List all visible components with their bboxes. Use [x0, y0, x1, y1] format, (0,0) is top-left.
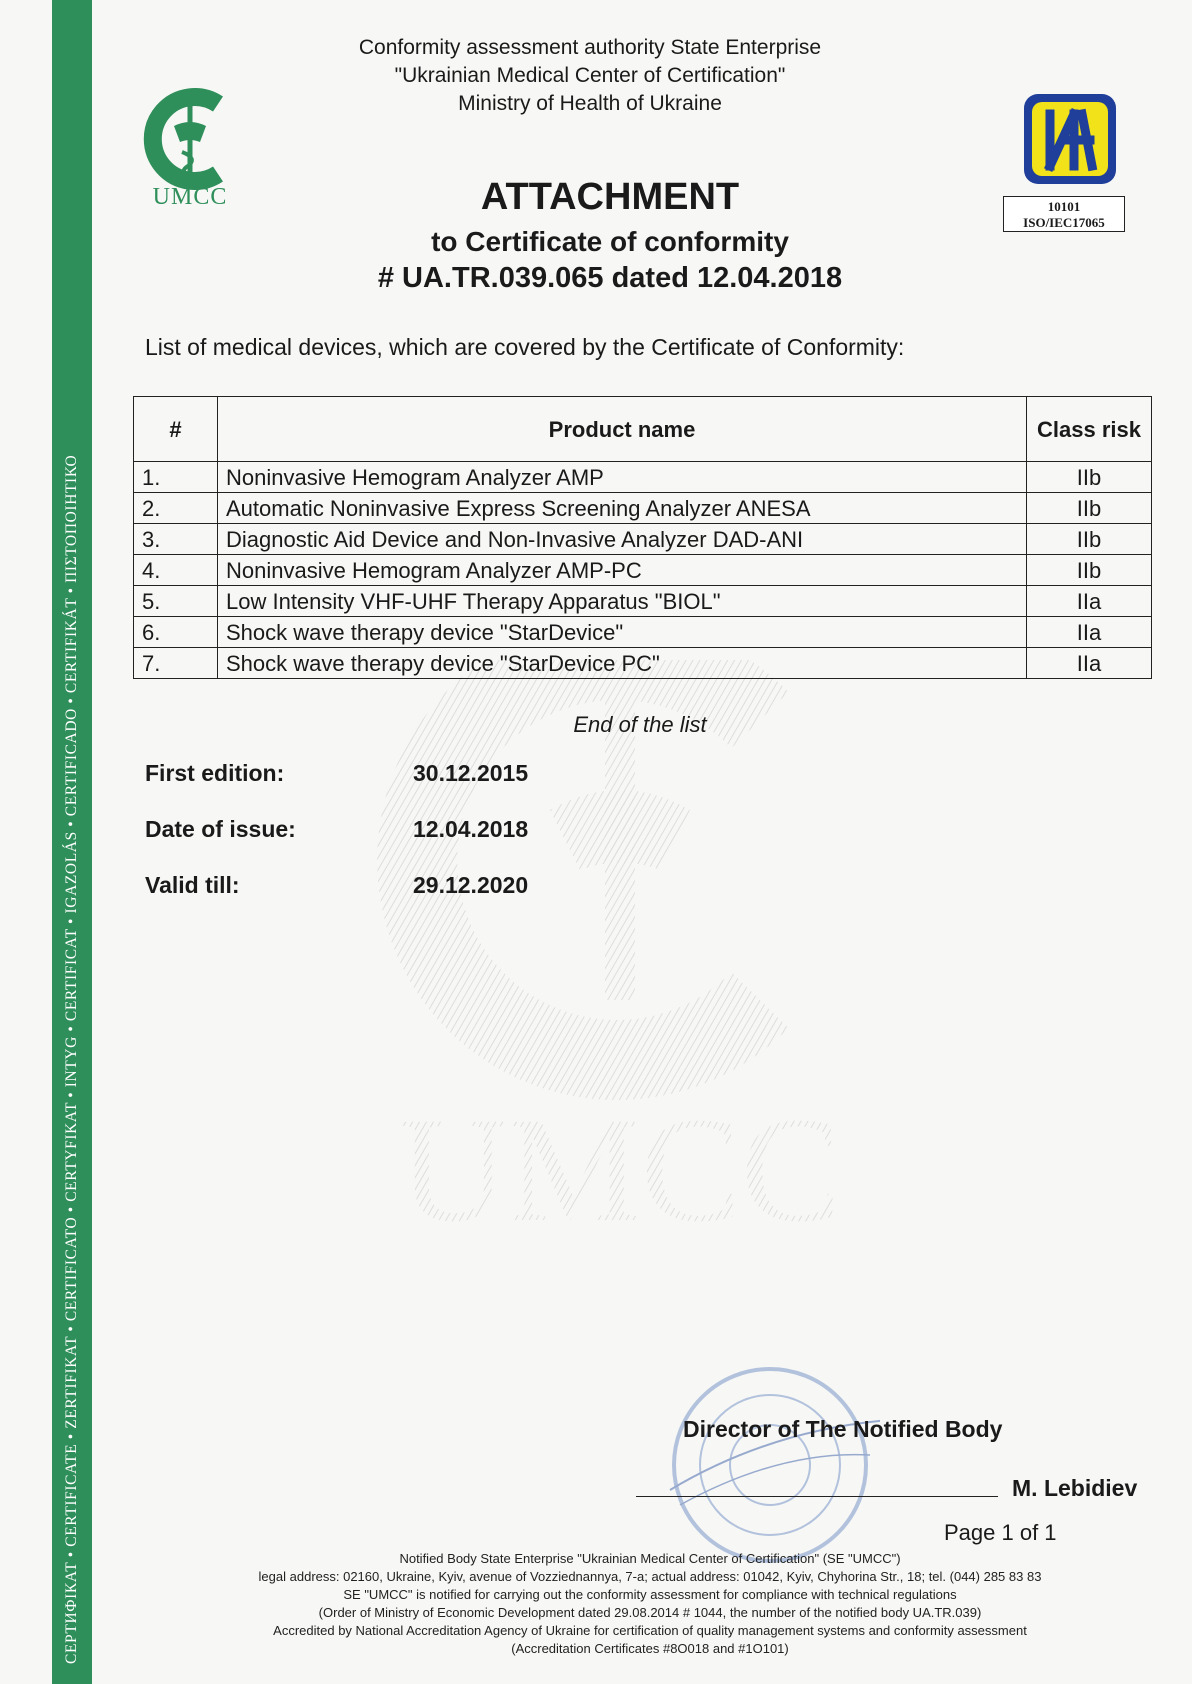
valid-till-value: 29.12.2020 [413, 872, 529, 898]
authority-line: "Ukrainian Medical Center of Certification" [394, 64, 786, 87]
footer-line: (Order of Ministry of Economic Development dated 29.08.2014 # 1044, the number of the notified body UA.TR.039) [318, 1605, 982, 1620]
valid-till-label: Valid till: [145, 872, 240, 898]
date-of-issue-value: 12.04.2018 [413, 816, 529, 842]
footer-line: SE "UMCC" is notified for carrying out the conformity assessment for compliance with technical regulations [343, 1587, 957, 1602]
header-product-name: Product name [218, 397, 1027, 462]
row-product-name: Shock wave therapy device "StarDevice PC" [218, 648, 1027, 679]
footer-line: (Accreditation Certificates #8O018 and #1O101) [511, 1641, 789, 1656]
page-number: Page 1 of 1 [944, 1520, 1057, 1545]
row-class-risk: IIa [1027, 648, 1152, 679]
footer-line: Accredited by National Accreditation Agency of Ukraine for certification of quality management systems and conformity assessment [273, 1623, 1027, 1638]
official-stamp-icon [660, 1360, 880, 1570]
row-number: 1. [134, 462, 218, 493]
side-band-text: СЕРТИФІКАТ • CERTIFICATE • ZERTIFIKAT • CERTIFICATO • CERTYFIKAT • INTYG • CERTIFICAT • IGAZOLÁS • CERTIFICADO • CERTIFIKÁT • ΠΙΣΤΟΠΟΙΗΤΙΚΟ [63, 454, 80, 1664]
date-of-issue-label: Date of issue: [145, 816, 296, 842]
row-product-name: Noninvasive Hemogram Analyzer AMP [218, 462, 1027, 493]
header-number: # [134, 397, 218, 462]
footer-line: legal address: 02160, Ukraine, Kyiv, avenue of Vozziednannya, 7-a; actual address: 01042, Kyiv, Chyhorina Str., 18; tel. (044) 285 83 83 [258, 1569, 1042, 1584]
table-row [134, 493, 1152, 524]
row-product-name: Automatic Noninvasive Express Screening Analyzer ANESA [218, 493, 1027, 524]
iso-line: 10101 [1047, 199, 1081, 214]
list-intro: List of medical devices, which are covered by the Certificate of Conformity: [145, 334, 905, 360]
row-class-risk: IIa [1027, 617, 1152, 648]
umcc-watermark-icon [360, 660, 880, 1280]
footer [150, 1550, 1150, 1658]
end-of-list: End of the list [573, 712, 707, 737]
row-product-name: Noninvasive Hemogram Analyzer AMP-PC [218, 555, 1027, 586]
table-row [134, 586, 1152, 617]
devices-table [133, 396, 1152, 679]
iso-accreditation-box [1003, 196, 1125, 232]
row-class-risk: IIb [1027, 462, 1152, 493]
signature-line [636, 1496, 998, 1497]
umcc-logo-text: UMCC [152, 184, 228, 210]
row-class-risk: IIb [1027, 524, 1152, 555]
table-row [134, 555, 1152, 586]
page-subtitle: to Certificate of conformity [431, 226, 789, 257]
first-edition-label: First edition: [145, 760, 285, 786]
signer-name: M. Lebidiev [1012, 1475, 1138, 1501]
authority-line: Ministry of Health of Ukraine [458, 92, 722, 115]
row-class-risk: IIb [1027, 555, 1152, 586]
row-product-name: Shock wave therapy device "StarDevice" [218, 617, 1027, 648]
row-number: 7. [134, 648, 218, 679]
row-product-name: Diagnostic Aid Device and Non-Invasive Analyzer DAD-ANI [218, 524, 1027, 555]
certificate-number: # UA.TR.039.065 dated 12.04.2018 [377, 262, 843, 294]
table-row [134, 648, 1152, 679]
authority-block [300, 34, 880, 118]
first-edition-value: 30.12.2015 [413, 760, 529, 786]
row-number: 2. [134, 493, 218, 524]
table-row [134, 462, 1152, 493]
ua-accreditation-logo-icon [1022, 92, 1118, 186]
row-number: 6. [134, 617, 218, 648]
side-band [52, 0, 92, 1684]
row-class-risk: IIa [1027, 586, 1152, 617]
footer-line: Notified Body State Enterprise "Ukrainian Medical Center of Certification" (SE "UMCC") [399, 1551, 901, 1566]
authority-line: Conformity assessment authority State Enterprise [358, 36, 822, 59]
row-number: 3. [134, 524, 218, 555]
iso-line: ISO/IEC17065 [1023, 215, 1105, 230]
row-class-risk: IIb [1027, 493, 1152, 524]
row-number: 4. [134, 555, 218, 586]
page-title: ATTACHMENT [480, 176, 740, 218]
row-number: 5. [134, 586, 218, 617]
row-product-name: Low Intensity VHF-UHF Therapy Apparatus "BIOL" [218, 586, 1027, 617]
table-row [134, 524, 1152, 555]
table-row [134, 617, 1152, 648]
director-title: Director of The Notified Body [683, 1416, 1003, 1442]
header-class-risk: Class risk [1027, 397, 1152, 462]
watermark-text: UMCC [399, 1087, 841, 1253]
table-header-row [134, 397, 1152, 462]
